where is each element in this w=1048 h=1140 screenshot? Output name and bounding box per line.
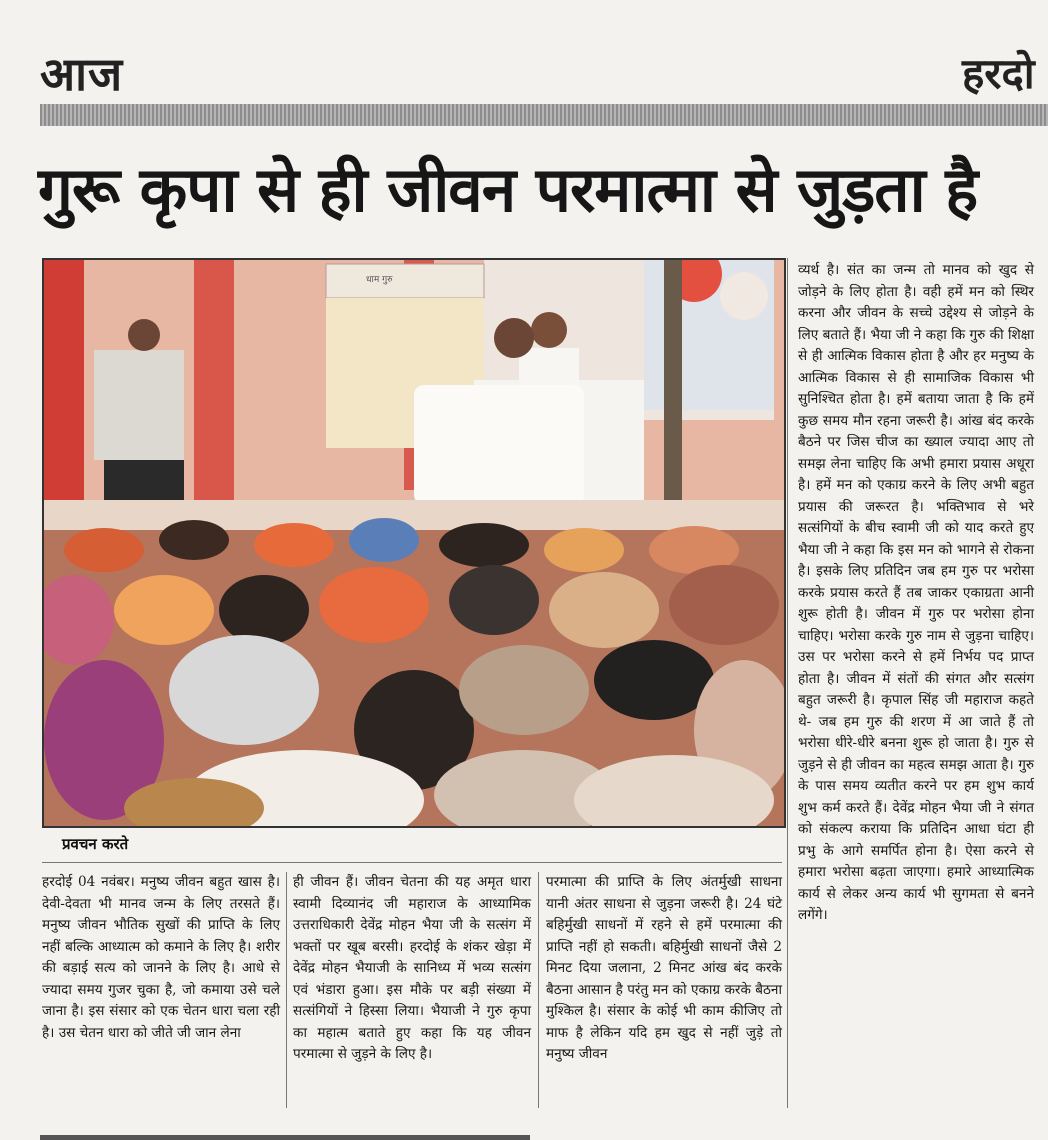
article-paragraph: ही जीवन हैं। जीवन चेतना की यह अमृत धारा स्वामी दिव्यानंद जी महाराज के आध्यामिक उत्तराधिकारी देवेंद्र मोहन भैया जी के सत्संग में भक्तों पर खूब बरसी। हरदोई के शंकर खेड़ा में देवेंद्र मोहन भैयाजी के सानिध्य में भव्य सत्संग एवं भंडारा हुआ। इस मौके पर बड़ी संख्या में सत्संगियों ने हिस्सा लिया। भैयाजी ने गुरु कृपा का महात्म बताते हुए कहा कि यह जीवन परमात्मा से जुड़ने के लिए है। xyxy=(293,874,531,1062)
photo-caption: प्रवचन करते xyxy=(62,835,129,853)
masthead-rule xyxy=(40,104,1048,126)
article-paragraph: हरदोई 04 नवंबर। मनुष्य जीवन बहुत खास है। देवी-देवता भी मानव जन्म के लिए तरसते हैं। मनुष्य जीवन भौतिक सुखों की प्राप्ति के लिए नहीं बल्कि आध्यात्म को कमाने के लिए है। शरीर की बड़ाई सत्य को जानने के लिए है। आधे से ज्यादा समय गुजर चुका है, जो कमाया उसे चले जाना है। इस संसार को एक चेतन धारा चला रही है। उस चेतन धारा को जीते जी जान लेना xyxy=(42,874,280,1041)
caption-rule xyxy=(42,862,782,863)
column-divider xyxy=(538,872,539,1108)
article-column-right xyxy=(798,260,1034,927)
headline: गुरू कृपा से ही जीवन परमात्मा से जुड़ता है xyxy=(38,153,978,226)
article-paragraph: व्यर्थ है। संत का जन्म तो मानव को खुद से जोड़ने के लिए होता है। वही हमें मन को स्थिर करना और जीवन के सच्चे उद्देश्य से जोड़ने के लिए बताते हैं। भैया जी ने कहा कि गुरु की शिक्षा से ही आत्मिक विकास होता है और हर मनुष्य के आत्मिक विकास से ही सामाजिक विकास भी सुनिश्चित होता है। हमें बताया जाता है कि हमें कुछ समय मौन रहना जरूरी है। आंख बंद करके बैठने पर जिस चीज का ख्याल ज्यादा आए तो समझ लेना चाहिए कि अभी हमारा प्रयास अधूरा है। हमें मन को एकाग्र करने के लिए अभी बहुत प्रयास की जरूरत है। भक्तिभाव से भरे सत्संगियों के बीच स्वामी जी को याद करते हुए भैया जी ने कहा कि इस मन को भागने से रोकना है। इसके लिए प्रतिदिन जब हम गुरु पर भरोसा करके प्रयास करते हैं तब जाकर एकाग्रता आनी शुरू होती है। जीवन में गुरु पर भरोसा होना चाहिए। भरोसा करके गुरु नाम से जुड़ना चाहिए। उस पर भरोसा करने से हमें निर्भय पद प्राप्त होता है। जीवन में संतों की संगत और सत्संग बहुत जरूरी है। कृपाल सिंह जी महाराज कहते थे- जब हम गुरु की शरण में आ जाते हैं तो भरोसा धीरे-धीरे बनना शुरू हो जाता है। गुरु से जुड़ने से ही जीवन का महत्व समझ आता है। गुरु के पास समय व्यतीत करने पर हम शुभ कार्य शुभ कर्म करते हैं। देवेंद्र मोहन भैया जी ने संगत को संकल्प कराया कि प्रतिदिन आधा घंटा ही प्रभु के आगे समर्पित होना है। ऐसा करने से हमारा भरोसा बढ़ता जाएगा। हमारे आध्यात्मिक कार्य से लेकर अन्य कार्य भी सुगमता से बनने लगेंगे। xyxy=(798,262,1034,923)
page-bottom-rule xyxy=(40,1135,530,1140)
article-column-1 xyxy=(42,872,280,1044)
edition-title: हरदो xyxy=(962,49,1035,98)
newspaper-masthead: आज xyxy=(40,47,124,101)
satsang-photo xyxy=(42,258,786,828)
column-divider xyxy=(286,872,287,1108)
column-divider xyxy=(787,258,788,1108)
article-column-2 xyxy=(293,872,531,1066)
article-column-3 xyxy=(546,872,782,1066)
stage-banner-text: धाम गुरु xyxy=(366,275,393,285)
article-paragraph: परमात्मा की प्राप्ति के लिए अंतर्मुखी साधना यानी अंतर साधना से जुड़ना जरूरी है। 24 घंटे बहिर्मुखी साधनों में रहने से हमें परमात्मा की प्राप्ति नहीं हो सकती। बहिर्मुखी साधनों जैसे 2 मिनट दिया जलाना, 2 मिनट आंख बंद करके बैठना आसान है परंतु मन को एकाग्र करके बैठना मुश्किल है। संसार के कोई भी काम कीजिए तो माफ है लेकिन यदि हम खुद से नहीं जुड़े तो मनुष्य जीवन xyxy=(546,874,782,1062)
